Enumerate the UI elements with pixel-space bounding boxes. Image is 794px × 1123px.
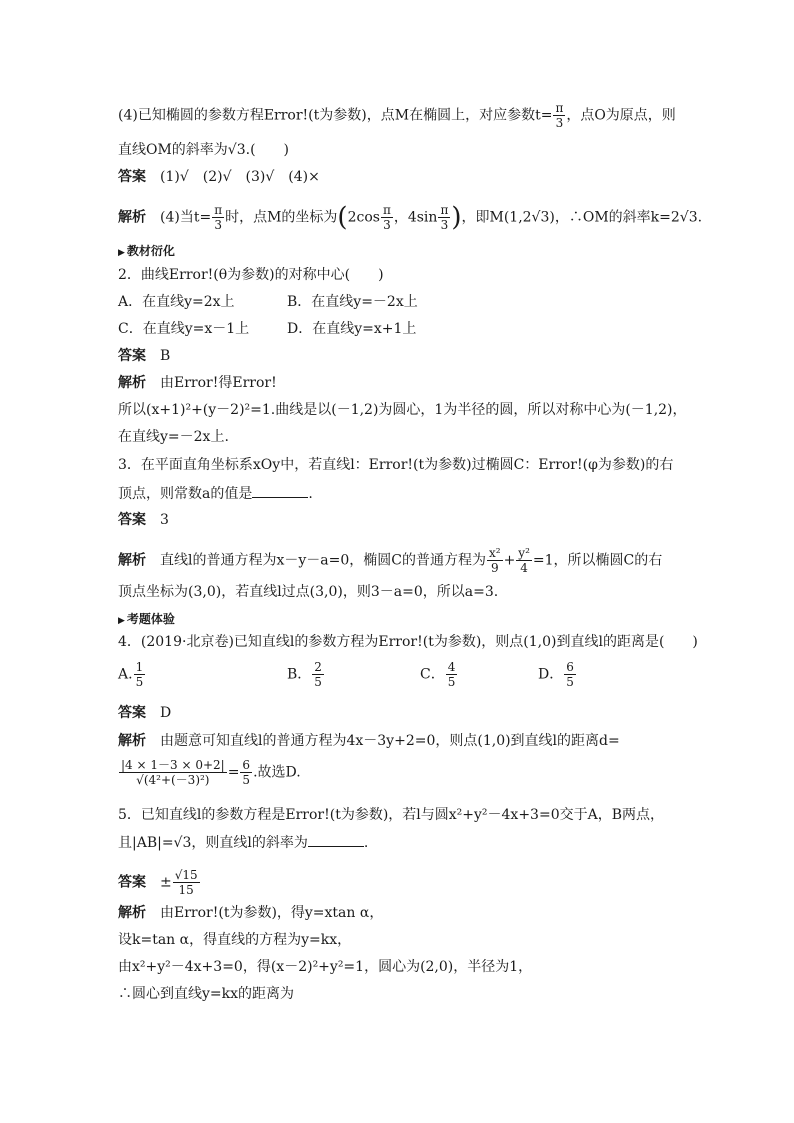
solution-4: 解析 由题意可知直线l的普通方程为4x－3y+2=0，则点(1,0)到直线l的距离d= <box>118 733 620 749</box>
solution-2: 解析 由Error!得Error! <box>118 375 277 391</box>
answer-4: 答案 D <box>118 705 172 721</box>
answer-blank <box>308 832 364 847</box>
answer-2: 答案 B <box>118 348 171 364</box>
question-4-option-b: B． $\frac{2}{5}$ <box>287 660 322 689</box>
question-2-option-c: C．在直线y=x－1上 <box>118 321 250 337</box>
solution-2-line-2: 所以(x+1)²+(y－2)²=1.曲线是以(－1,2)为圆心，1为半径的圆，所以对称中心为(－1,2)， <box>118 402 687 418</box>
solution-5-line-4: ∴圆心到直线y=kx的距离为 <box>118 986 295 1002</box>
answer-5: 答案 ± $\frac{√15}{15}$ <box>118 868 198 897</box>
pi-over-3-fraction: $\frac{\pi}{3}$ <box>555 101 564 130</box>
solution-1: 解析 (4)当t= $\frac{\pi}{3}$ 时，点M的坐标为(2cos $\frac{\pi}{3}$ ，4sin $\frac{\pi}{3}$ )，即M(1,2√3)，∴OM的斜率k=2√3. <box>118 202 703 233</box>
question-2-stem: 2．曲线Error!(θ为参数)的对称中心( ) <box>118 267 384 283</box>
question-2-option-d: D．在直线y=x+1上 <box>287 321 417 337</box>
solution-5-line-3: 由x²+y²－4x+3=0，得(x－2)²+y²=1，圆心为(2,0)，半径为1， <box>118 959 533 975</box>
question-3-line-2: 顶点，则常数a的值是 . <box>118 483 313 504</box>
solution-3-line-2: 顶点坐标为(3,0)，若直线l过点(3,0)，则3－a=0，所以a=3. <box>118 584 499 600</box>
question-3-stem: 3．在平面直角坐标系xOy中，若直线l：Error!(t为参数)过椭圆C：Error!(φ为参数)的右 <box>118 457 674 473</box>
question-5-stem: 5．已知直线l的参数方程是Error!(t为参数)，若l与圆x²+y²－4x+3=0交于A，B两点， <box>118 807 664 823</box>
section-tag-exam: ▶ 考题体验 <box>118 609 175 631</box>
question-4-stem: 4．(2019·北京卷)已知直线l的参数方程为Error!(t为参数)，则点(1,0)到直线l的距离是( ) <box>118 634 698 650</box>
question-4-option-a: A. $\frac{1}{5}$ <box>118 660 144 689</box>
solution-3: 解析 直线l的普通方程为x－y－a=0，椭圆C的普通方程为 $\frac{\text{x²}}{9}$ + $\frac{\text{y²}}{4}$ =1，所以椭圆C的右 <box>118 546 663 575</box>
solution-2-line-3: 在直线y=－2x上. <box>118 429 229 445</box>
answer-1: 答案 (1)√ (2)√ (3)√ (4)× <box>118 169 320 185</box>
answer-3: 答案 3 <box>118 512 169 528</box>
question-1-4-line-1: (4)已知椭圆的参数方程Error!(t为参数)，点M在椭圆上，对应参数t= $\frac{\pi}{3}$ ，点O为原点，则 <box>118 101 676 130</box>
question-2-option-a: A．在直线y=2x上 <box>118 294 235 310</box>
section-tag-textbook: ▶ 教材衍化 <box>118 241 175 263</box>
solution-4-formula: $\frac{|4 \times 1-3 \times 0+2|}{\text{√(4²+(－3)²)}}$ = $\frac{6}{5}$ .故选D. <box>121 758 301 787</box>
answer-blank <box>252 483 308 498</box>
question-5-line-2: 且|AB|=√3，则直线l的斜率为 . <box>118 832 368 853</box>
question-4-option-c: C． $\frac{4}{5}$ <box>420 660 456 689</box>
solution-5: 解析 由Error!(t为参数)，得y=xtan α， <box>118 905 384 921</box>
question-1-4-line-2: 直线OM的斜率为√3.( ) <box>118 142 290 158</box>
question-4-option-d: D． $\frac{6}{5}$ <box>538 660 574 689</box>
question-2-option-b: B．在直线y=－2x上 <box>287 294 418 310</box>
solution-5-line-2: 设k=tan α，得直线的方程为y=kx， <box>118 932 352 948</box>
